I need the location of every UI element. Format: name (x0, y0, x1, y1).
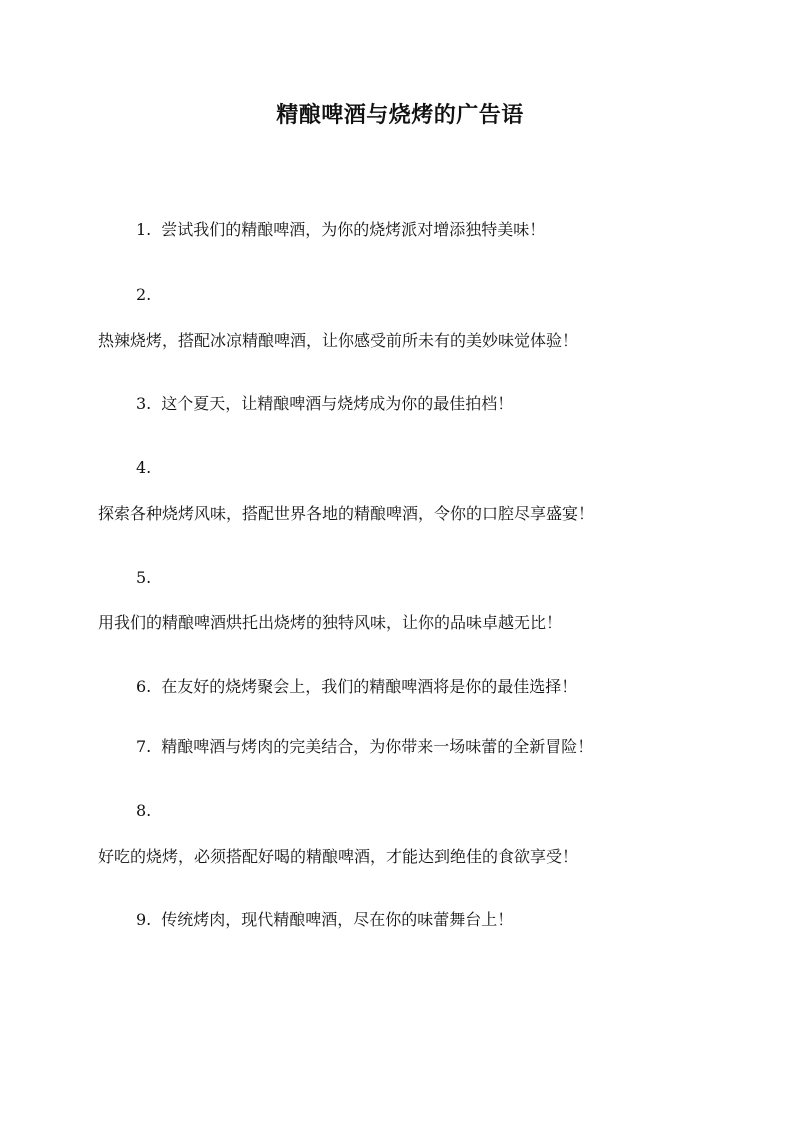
item-text: 好吃的烧烤，必须搭配好喝的精酿啤酒，才能达到绝佳的食欲享受！ (98, 847, 579, 866)
item-text: 传统烤肉，现代精酿啤酒，尽在你的味蕾舞台上！ (161, 910, 514, 929)
item-text: 在友好的烧烤聚会上，我们的精酿啤酒将是你的最佳选择！ (161, 677, 578, 696)
list-item (136, 908, 513, 932)
list-item (136, 392, 513, 416)
item-number: 3. (136, 394, 152, 413)
item-text: 用我们的精酿啤酒烘托出烧烤的独特风味，让你的品味卓越无比！ (98, 613, 563, 632)
item-text: 精酿啤酒与烤肉的完美结合，为你带来一场味蕾的全新冒险！ (161, 737, 594, 756)
item-text: 尝试我们的精酿啤酒，为你的烧烤派对增添独特美味！ (161, 220, 546, 239)
item-number: 2. (136, 285, 152, 304)
page-title: 精酿啤酒与烧烤的广告语 (276, 102, 524, 128)
item-text: 热辣烧烤，搭配冰凉精酿啤酒，让你感受前所未有的美妙味觉体验！ (98, 331, 579, 350)
item-number: 4. (136, 458, 152, 477)
item-number: 1. (136, 220, 152, 239)
list-item (136, 675, 577, 699)
item-number: 5. (136, 568, 152, 587)
item-number: 6. (136, 677, 152, 696)
list-item (136, 218, 545, 242)
list-item (136, 735, 593, 759)
item-text: 探索各种烧烤风味，搭配世界各地的精酿啤酒，令你的口腔尽享盛宴！ (98, 504, 595, 523)
item-number: 7. (136, 737, 152, 756)
item-text: 这个夏天，让精酿啤酒与烧烤成为你的最佳拍档！ (161, 394, 514, 413)
item-number: 8. (136, 801, 152, 820)
item-number: 9. (136, 910, 152, 929)
